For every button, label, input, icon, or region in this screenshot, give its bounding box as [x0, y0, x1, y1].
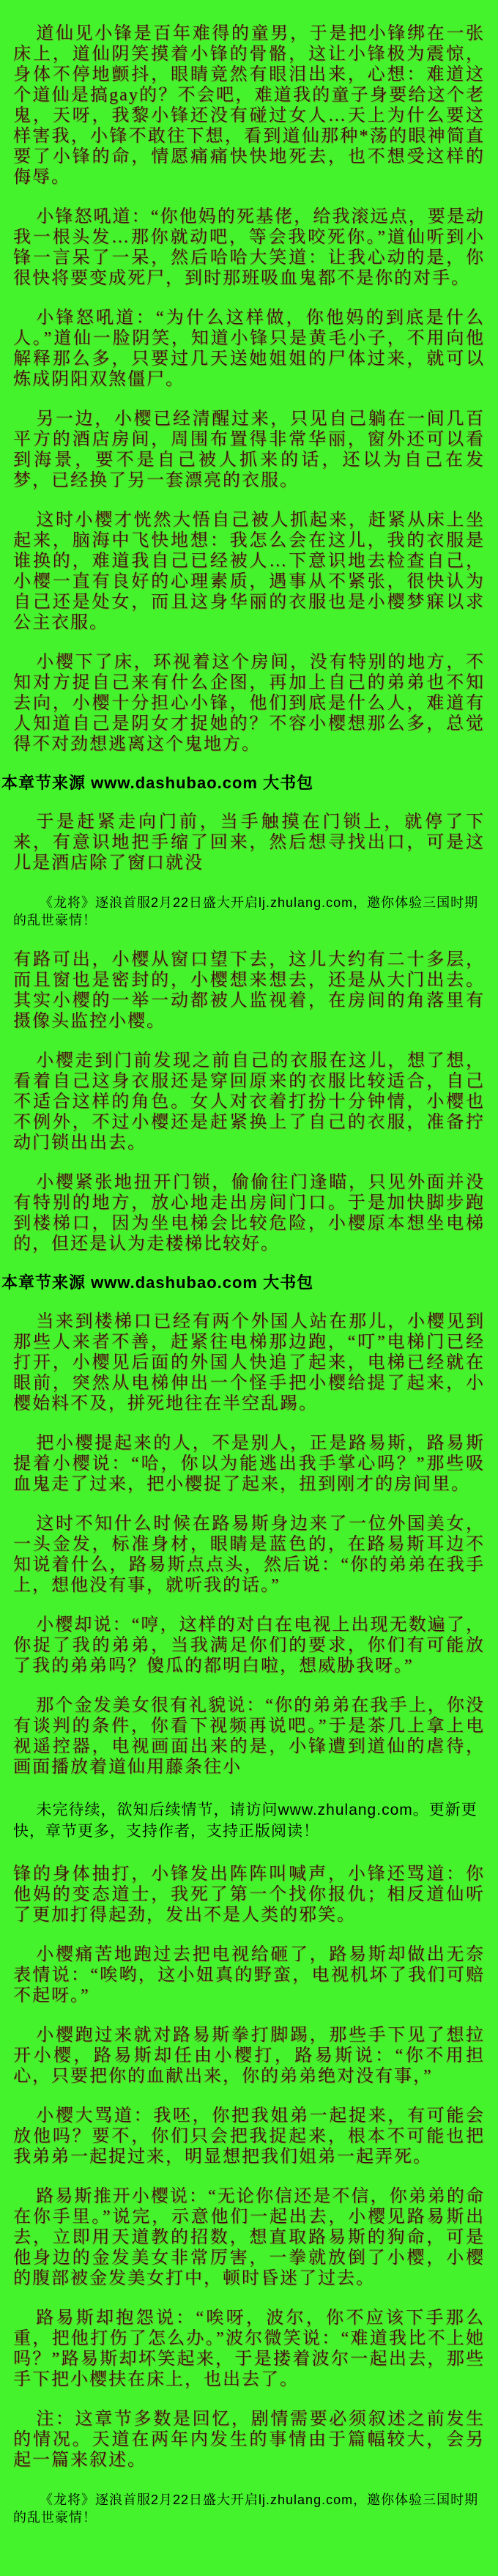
- novel-paragraph: 道仙见小锋是百年难得的童男，于是把小锋绑在一张床上，道仙阴笑摸着小锋的骨骼，这让小锋极为震惊，身体不停地颤抖，眼睛竟然有眼泪出来，心想：难道这个道仙是搞gay的？不会吧，难道我的童子身要给这个老鬼，天呀，我黎小锋还没有碰过女人…天上为什么要这样害我，小锋不敢往下想，看到道仙那种*荡的眼神简直要了小锋的命，情愿痛痛快快地死去，也不想受这样的侮辱。: [13, 24, 485, 187]
- novel-paragraph: 小樱跑过来就对路易斯拳打脚踢，那些手下见了想拉开小樱，路易斯却任由小樱打，路易斯说：“你不用担心，只要把你的血献出来，你的弟弟绝对没有事，”: [13, 2026, 485, 2086]
- novel-paragraph: 小樱紧张地扭开门锁，偷偷往门逢瞄，只见外面并没有特别的地方，放心地走出房间门口。于是加快脚步跑到楼梯口，因为坐电梯会比较危险，小樱原本想坐电梯的，但还是认为走楼梯比较好。: [13, 1173, 485, 1254]
- novel-paragraph: 小樱下了床，环视着这个房间，没有特别的地方，不知对方捉自己来有什么企图，再加上自己的弟弟也不知去向，小樱十分担心小锋，他们到底是什么人，难道有人知道自己是阴女才捉她的？不容小樱想那么多，总觉得不对劲想逃离这个鬼地方。: [13, 653, 485, 754]
- novel-paragraph: 把小樱提起来的人，不是别人，正是路易斯，路易斯提着小樱说：“哈，你以为能逃出我手掌心吗？”那些吸血鬼走了过来，把小樱捉了起来，扭到刚才的房间里。: [13, 1434, 485, 1494]
- novel-paragraph: 小锋怒吼道：“你他妈的死基佬，给我滚远点，要是动我一根头发…那你就动吧，等会我咬死你。”道仙听到小锋一言呆了一呆，然后哈哈大笑道：让我心动的是，你很快将要变成死尸，到时那班吸血鬼都不是你的对手。: [13, 207, 485, 288]
- chapter-source-credit: 本章节来源 www.dashubao.com 大书包: [1, 1273, 314, 1292]
- novel-paragraph: 小樱却说：“哼，这样的对白在电视上出现无数遍了，你捉了我的弟弟，当我满足你们的要求，你们有可能放了我的弟弟吗？傻瓜的都明白啦，想威胁我呀。”: [13, 1615, 485, 1676]
- ad-banner-text: 《龙将》逐浪首服2月22日盛大开启lj.zhulang.com，邀你体验三国时期的乱世豪情！: [13, 895, 479, 928]
- novel-paragraph: 这时小樱才恍然大悟自己被人抓起来，赶紧从床上坐起来，脑海中飞快地想：我怎么会在这儿，我的衣服是谁换的，难道我自己已经被人…下意识地去检查自己，小樱一直有良好的心理素质，遇事从不紧张，很快认为自己还是处女，而且这身华丽的衣服也是小樱梦寐以求公主衣服。: [13, 511, 485, 632]
- novel-paragraph: 小樱大骂道：我呸，你把我姐弟一起捉来，有可能会放他吗？要不，你们只会把我捉起来，根本不可能也把我弟弟一起捉过来，明显想把我们姐弟一起弄死。: [13, 2106, 485, 2166]
- novel-paragraph: 当来到楼梯口已经有两个外国人站在那儿，小樱见到那些人来者不善，赶紧往电梯那边跑，“叮”电梯门已经打开，小樱见后面的外国人快追了起来，电梯已经就在眼前，突然从电梯伸出一个怪手把小樱给提了起来，小樱始料不及，拼死地往在半空乱踢。: [13, 1312, 485, 1413]
- novel-paragraph: 小樱走到门前发现之前自己的衣服在这儿，想了想，看着自己这身衣服还是穿回原来的衣服比较适合，自己不适合这样的角色。女人对衣着打扮十分钟情，小樱也不例外，不过小樱还是赶紧换上了自己的衣服，准备拧动门锁出出去。: [13, 1051, 485, 1152]
- novel-paragraph: 另一边，小樱已经清醒过来，只见自己躺在一间几百平方的酒店房间，周围布置得非常华丽，窗外还可以看到海景，要不是自己被人抓来的话，还以为自己在发梦，已经换了另一套漂亮的衣服。: [13, 410, 485, 490]
- novel-paragraph: 路易斯却抱怨说：“唉呀，波尔，你不应该下手那么重，把他打伤了怎么办。”波尔微笑说：“难道我比不上她吗？”路易斯却坏笑起来，于是搂着波尔一起出去，那些手下把小樱扶在床上，也出去了。: [13, 2309, 485, 2389]
- novel-paragraph-continuation: 锋的身体抽打，小锋发出阵阵叫喊声，小锋还骂道：你他妈的变态道士，我死了第一个找你报仇；相反道仙听了更加打得起劲，发出不是人类的邪笑。: [13, 1865, 485, 1925]
- to-be-continued-notice: 未完待续，欲知后续情节，请访问www.zhulang.com。更新更快，章节更多，支持作者，支持正版阅读！: [13, 1802, 477, 1840]
- novel-paragraph: 路易斯推开小樱说：“无论你信还是不信，你弟弟的命在你手里。”说完，示意他们一起出去，小樱见路易斯出去，立即用天道教的招数，想直取路易斯的狗命，可是他身边的金发美女非常厉害，一拳就放倒了小樱，小樱的腹部被金发美女打中，顿时昏迷了过去。: [13, 2187, 485, 2288]
- novel-paragraph: 那个金发美女很有礼貌说：“你的弟弟在我手上，你没有谈判的条件，你看下视频再说吧。”于是茶几上拿上电视遥控器，电视画面出来的是，小锋遭到道仙的虐待，画面播放着道仙用藤条往小: [13, 1696, 485, 1777]
- novel-paragraph: 这时不知什么时候在路易斯身边来了一位外国美女，一头金发，标准身材，眼睛是蓝色的，在路易斯耳边不知说着什么，路易斯点点头，然后说：“你的弟弟在我手上，想他没有事，就听我的话。”: [13, 1514, 485, 1595]
- novel-paragraph: 于是赶紧走向门前，当手触摸在门锁上，就停了下来，有意识地把手缩了回来，然后想寻找出口，可是这儿是酒店除了窗口就没: [13, 813, 485, 873]
- novel-paragraph-continuation: 有路可出，小樱从窗口望下去，这儿大约有二十多层，而且窗也是密封的，小樱想来想去，还是从大门出去。其实小樱的一举一动都被人监视着，在房间的角落里有摄像头监控小樱。: [13, 950, 485, 1031]
- ad-banner-text: 《龙将》逐浪首服2月22日盛大开启lj.zhulang.com，邀你体验三国时期的乱世豪情！: [13, 2492, 479, 2525]
- novel-paragraph: 小锋怒吼道：“为什么这样做，你他妈的到底是什么人。”道仙一脸阴笑，知道小锋只是黄毛小子，不用向他解释那么多，只要过几天送她姐姐的尸体过来，就可以炼成阴阳双煞僵尸。: [13, 308, 485, 389]
- chapter-source-credit: 本章节来源 www.dashubao.com 大书包: [1, 774, 314, 792]
- novel-author-note: 注：这章节多数是回忆，剧情需要必须叙述之前发生的情况。天道在两年内发生的事情由于篇幅较大，会另起一篇来叙述。: [13, 2410, 485, 2470]
- novel-paragraph: 小樱痛苦地跑过去把电视给砸了，路易斯却做出无奈表情说：“唉哟，这小妞真的野蛮，电视机坏了我们可赔不起呀。”: [13, 1945, 485, 2005]
